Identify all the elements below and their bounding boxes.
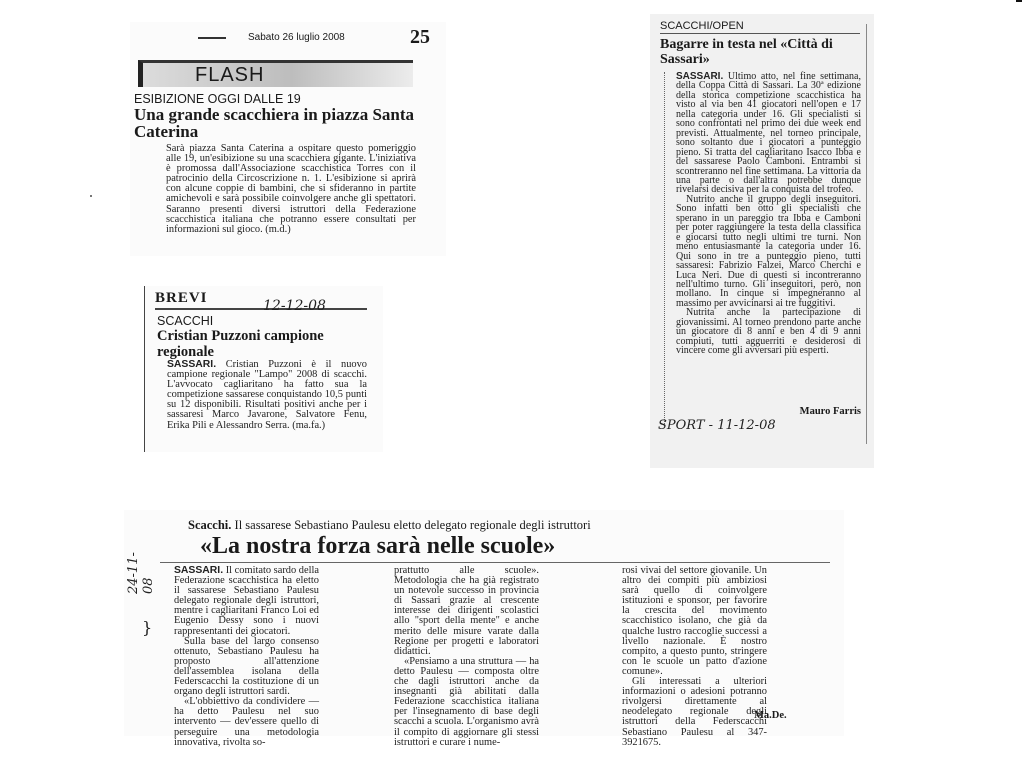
article-paragraph: rosi vivai del settore giovanile. Un altro dei compiti più ambiziosi sarà quello di coinvolgere istituzioni e sponsor, per favorire la crescita del movimento scacchistico isolano, che già da qualche lustro raccoglie successi a livello nazionale. È nostro compito, a questo punto, stringere con le scuole un patto d'azione comune». xyxy=(622,565,767,677)
headline: «La nostra forza sarà nelle scuole» xyxy=(200,533,556,559)
headline: Una grande scacchiera in piazza Santa Caterina xyxy=(134,105,415,141)
article-paragraph: Nutrita anche la partecipazione di giovanissimi. Al torneo prendono parte anche un giocatore di 8 anni e ben 4 di 9 anni compiuti, tutti agguerriti e desiderosi di vincere come gli avversari più esperti. xyxy=(676,307,861,357)
byline: SASSARI. xyxy=(676,71,724,82)
margin-bracket: } xyxy=(142,618,153,637)
article-paragraph: Il comitato sardo della Federazione scacchistica ha eletto il sassarese Sebastiano Paulesu delegato regionale degli istruttori, mentre i cagliaritani Franco Loi ed Eugenio Dessy sono i nuovi rappresentanti dei giocatori. xyxy=(174,565,319,637)
article-paragraph: Sulla base del largo consenso ottenuto, Sebastiano Paulesu ha proposto all'attenzione dell'assemblea isolana della Federscacchi la costituzione di un organo degli istruttori sardi. xyxy=(174,635,319,698)
headline: Cristian Puzzoni campione regionale xyxy=(157,328,324,360)
handwritten-date: 12-12-08 xyxy=(263,298,326,314)
article-paragraph: Gli interessati a ulteriori informazioni o adesioni potranno rivolgersi direttamente al neodelegato regionale degli istruttori della Federscacchi Sebastiano Paulesu al 347-3921675. xyxy=(622,676,767,748)
handwritten-note: SPORT - 11-12-08 xyxy=(658,418,776,433)
page-number: 25 xyxy=(410,26,430,48)
clipping-citta-di-sassari xyxy=(650,14,874,468)
scan-speck xyxy=(90,195,92,197)
article-paragraph: «Pensiamo a una struttura — ha detto Paulesu — composta oltre che dagli istruttori anche da insegnanti già abilitati dalla Federazione scacchistica italiana per l'insegnamento di base degli scacchi a scuola. L'organismo avrà il compito di aggiornare gli stessi istruttori e curare i nume- xyxy=(394,655,539,748)
article-paragraph: prattutto alle scuole». Metodologia che ha già registrato un notevole successo in provincia di Sassari grazie al crescente interesse dei dirigenti scolastici allo "sport della mente" e anche merito delle misure varate dalla Regione per progetti e laboratori didattici. xyxy=(394,565,539,657)
headline-rule xyxy=(160,562,830,563)
article-column-1 xyxy=(174,566,319,748)
scan-edge-mark xyxy=(1016,0,1022,2)
author-signature: Mauro Farris xyxy=(799,406,861,417)
headline: Bagarre in testa nel «Città di Sassari» xyxy=(660,37,833,67)
dateline-dash xyxy=(198,37,226,39)
kicker-text: Il sassarese Sebastiano Paulesu eletto delegato regionale degli istruttori xyxy=(234,518,591,532)
kicker: SCACCHI/OPEN xyxy=(660,20,744,32)
clipping-paulesu-scuole xyxy=(124,510,844,748)
article-body xyxy=(167,360,367,431)
kicker: ESIBIZIONE OGGI DALLE 19 xyxy=(134,92,301,106)
section-label: BREVI xyxy=(155,290,208,306)
kicker: SCACCHI xyxy=(157,314,214,328)
kicker-rule xyxy=(660,33,860,34)
clipping-brevi-puzzoni xyxy=(144,286,383,452)
clip-edge-line xyxy=(866,24,867,444)
article-column-3 xyxy=(622,566,767,748)
clipping-flash-scacchiera xyxy=(130,22,446,256)
newspaper-date: Sabato 26 luglio 2008 xyxy=(248,32,345,43)
handwritten-date: 24-11-08 xyxy=(126,552,156,594)
article-body xyxy=(166,144,416,235)
article-body xyxy=(676,72,861,356)
flash-banner xyxy=(138,60,413,87)
article-paragraph: Ultimo atto, nel fine settimana, della Coppa Città di Sassari. La 30ª edizione della storica competizione scacchistica ha visto al via ben 41 giocatori nell'open e 17 nella categoria under 16. Gli specialisti si sono confrontati nel primo dei due week end previsti. Attualmente, nel torneo principale, sono soltanto due i giocatori a punteggio pieno. Si tratta del cagliaritano Isacco Ibba e del sassarese Paolo Camboni. Entrambi si scontreranno nel fine settimana. La vittoria da una parte o dall'altra potrebbe dunque rivelarsi decisiva per la conquista del trofeo. xyxy=(676,71,861,196)
margin-dotted-line xyxy=(664,72,667,424)
byline: SASSARI. xyxy=(167,359,217,370)
article-paragraph: «L'obbiettivo da condividere — ha detto Paulesu nel suo intervento — dev'essere quello di perseguire una metodologia innovativa, rivolta so- xyxy=(174,696,319,748)
section-rule xyxy=(155,308,367,310)
author-signature: Ma.De. xyxy=(754,710,787,721)
article-column-2 xyxy=(394,566,539,748)
article-paragraph: Cristian Puzzoni è il nuovo campione regionale "Lampo" 2008 di scacchi. L'avvocato cagliaritano ha fatto sua la competizione sassarese conquistando 10,5 punti su 12 disponibili. Risultati positivi anche per i sassaresi Marco Javarone, Salvatore Fenu, Erika Pili e Alessandro Serra. (ma.fa.) xyxy=(167,359,367,431)
dateline xyxy=(130,26,446,48)
kicker-bold: Scacchi. xyxy=(188,518,232,532)
kicker xyxy=(188,518,591,533)
banner-label: FLASH xyxy=(195,64,265,86)
article-paragraph: Sarà piazza Santa Caterina a ospitare questo pomeriggio alle 19, un'esibizione su una scacchiera gigante. L'iniziativa è promossa dall'Associazione scacchistica Torres con il patrocinio della Circoscrizione n. 1. L'esibizione si aprirà con alcune coppie di bambini, che si sfideranno in partite amichevoli e sarà possibile coinvolgere anche gli spettatori. Saranno presenti diversi istruttori della Federazione scacchistica italiana che potranno essere consultati per informazioni sul gioco. (m.d.) xyxy=(166,143,416,235)
byline: SASSARI. xyxy=(174,565,224,576)
article-paragraph: Nutrito anche il gruppo degli inseguitori. Sono infatti ben otto gli specialisti che sperano in un pareggio tra Ibba e Camboni per poter raggiungere la testa della classifica e giocarsi tutto negli ultimi tre turni. Non meno entusiasmante la categoria under 16. Qui sono in tre a punteggio pieno, tutti sassaresi: Fabrizio Falzei, Marco Cherchi e Luca Neri. Due di questi si incontreranno nell'ultimo turno. Gli inseguitori, però, non mollano. In cinque si impegneranno al massimo per avvicinarsi ai tre fuggitivi. xyxy=(676,193,861,309)
